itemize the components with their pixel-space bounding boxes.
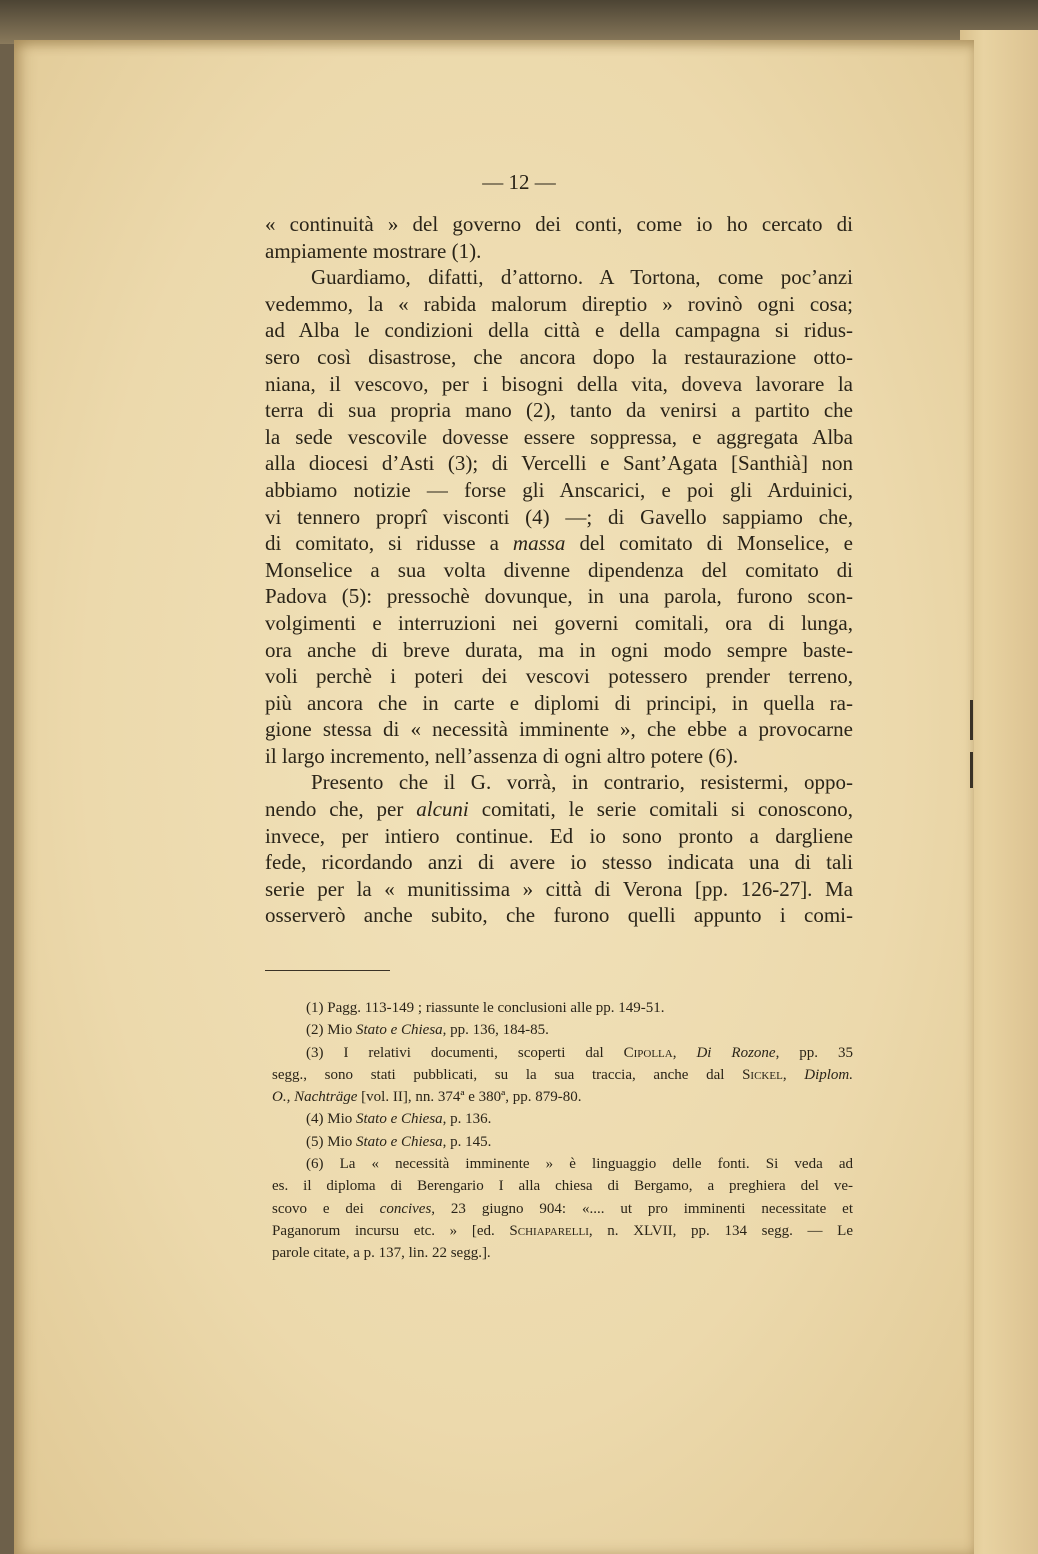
- italic-text: O., Nachträge: [272, 1089, 358, 1106]
- text-segment: ,: [672, 1044, 697, 1061]
- text-segment: [vol. II], nn. 374ª e 380ª, pp. 879-80.: [357, 1089, 582, 1106]
- text-segment: gione stessa di « necessità imminente », che ebbe a provocarne: [265, 717, 853, 742]
- text-segment: comitati, le serie comitali si conoscono,: [468, 797, 854, 822]
- text-segment: segg., sono stati pubblicati, su la sua traccia, anche dal: [272, 1066, 743, 1083]
- body-line: [265, 557, 853, 584]
- footnote-line: [272, 1131, 853, 1153]
- text-segment: ad Alba le condizioni della città e della campagna si ridus-: [265, 318, 853, 343]
- text-segment: Monselice a sua volta divenne dipendenza del comitato di: [265, 557, 853, 582]
- body-line: [265, 876, 853, 903]
- text-segment: (5) Mio: [306, 1133, 356, 1150]
- margin-mark: [970, 700, 973, 740]
- text-segment: niana, il vescovo, per i bisogni della vita, doveva lavorare la: [265, 371, 853, 396]
- text-segment: Presento che il G. vorrà, in contrario, resistermi, oppo-: [311, 770, 853, 795]
- text-segment: , 23 giugno 904: «.... ut pro imminenti necessitate et: [431, 1200, 854, 1217]
- footnote-line: [272, 1108, 853, 1130]
- italic-text: alcuni: [416, 797, 469, 822]
- italic-text: Di Rozone: [696, 1044, 776, 1061]
- body-line: [265, 371, 853, 398]
- text-segment: , p. 145.: [442, 1133, 492, 1150]
- text-segment: (6) La « necessità imminente » è linguaggio delle fonti. Si veda ad: [306, 1156, 853, 1173]
- text-segment: , n. XLVII, pp. 134 segg. — Le: [588, 1222, 853, 1239]
- footnote-line: [272, 1220, 853, 1242]
- body-line: [265, 902, 853, 929]
- footnote-line: [272, 1064, 853, 1086]
- body-line: [265, 769, 853, 796]
- text-segment: alla diocesi d’Asti (3); di Vercelli e Sant’Agata [Santhià] non: [265, 451, 853, 476]
- body-line: [265, 690, 853, 717]
- body-line: [265, 344, 853, 371]
- footnote-line: [272, 1175, 853, 1197]
- body-line: [265, 583, 853, 610]
- text-segment: (4) Mio: [306, 1111, 356, 1128]
- body-text: [265, 211, 853, 929]
- text-segment: del comitato di Monselice, e: [565, 531, 853, 556]
- italic-text: Stato e Chiesa: [356, 1133, 443, 1150]
- text-segment: , pp. 35: [775, 1044, 853, 1061]
- text-segment: (3) I relativi documenti, scoperti dal: [306, 1044, 624, 1061]
- small-caps-name: Cipolla: [623, 1044, 673, 1061]
- text-segment: sero così disastrose, che ancora dopo la restaurazione otto-: [265, 344, 853, 369]
- text-segment: « continuità » del governo dei conti, come io ho cercato di: [265, 212, 853, 236]
- body-line: [265, 796, 853, 823]
- body-line: [265, 823, 853, 850]
- text-segment: abbiamo notizie — forse gli Anscarici, e poi gli Arduinici,: [265, 477, 853, 502]
- text-segment: ,: [782, 1066, 805, 1083]
- body-line: [265, 663, 853, 690]
- text-segment: di comitato, si ridusse a: [265, 531, 513, 556]
- text-segment: invece, per intiero continue. Ed io sono pronto a dargliene: [265, 823, 853, 848]
- body-line: [265, 637, 853, 664]
- text-segment: fede, ricordando anzi di avere io stesso indicata una di tali: [265, 850, 853, 875]
- footnote-line: [272, 1198, 853, 1220]
- body-line: [265, 716, 853, 743]
- body-line: [265, 238, 853, 265]
- text-segment: serie per la « munitissima » città di Verona [pp. 126-27]. Ma: [265, 876, 853, 901]
- small-caps-name: Sickel: [742, 1066, 783, 1083]
- text-segment: nendo che, per: [265, 797, 417, 822]
- footnote-line: [272, 1242, 853, 1264]
- body-line: [265, 477, 853, 504]
- text-segment: il largo incremento, nell’assenza di ogni altro potere (6).: [265, 743, 739, 768]
- footnote-line: [272, 997, 853, 1019]
- text-segment: più ancora che in carte e diplomi di principi, in quella ra-: [265, 690, 853, 715]
- text-segment: ampiamente mostrare (1).: [265, 238, 482, 263]
- footnotes: [272, 997, 853, 1265]
- text-segment: Padova (5): pressochè dovunque, in una parola, furono scon-: [265, 584, 853, 609]
- body-line: [265, 291, 853, 318]
- text-segment: es. il diploma di Berengario I alla chiesa di Bergamo, a preghiera del ve-: [272, 1178, 853, 1195]
- body-line: [265, 424, 853, 451]
- italic-text: massa: [512, 531, 566, 556]
- text-segment: terra di sua propria mano (2), tanto da venirsi a partito che: [265, 398, 853, 423]
- page-number: — 12 —: [482, 170, 556, 194]
- text-segment: ora anche di breve durata, ma in ogni modo sempre baste-: [265, 637, 853, 662]
- italic-text: Stato e Chiesa: [356, 1022, 443, 1039]
- text-segment: osserverò anche subito, che furono quelli appunto i comi-: [265, 903, 853, 928]
- text-segment: , pp. 136, 184-85.: [442, 1022, 549, 1039]
- body-line: [265, 849, 853, 876]
- footnote-line: [272, 1086, 853, 1108]
- margin-mark: [970, 752, 973, 788]
- text-segment: Guardiamo, difatti, d’attorno. A Tortona, come poc’anzi: [311, 265, 853, 290]
- italic-text: Stato e Chiesa: [356, 1111, 443, 1128]
- footnote-line: [272, 1153, 853, 1175]
- body-line: [265, 317, 853, 344]
- text-segment: parole citate, a p. 137, lin. 22 segg.].: [272, 1245, 491, 1262]
- body-line: [265, 211, 853, 238]
- text-segment: scovo e dei: [272, 1200, 380, 1217]
- text-segment: (2) Mio: [306, 1022, 356, 1039]
- text-segment: , p. 136.: [442, 1111, 492, 1128]
- footnote-rule: [265, 970, 390, 971]
- scan-top-border: [0, 0, 1038, 44]
- body-line: [265, 610, 853, 637]
- footnote-line: [272, 1019, 853, 1041]
- body-line: [265, 397, 853, 424]
- text-segment: Paganorum incursu etc. » [ed.: [272, 1222, 510, 1239]
- italic-text: Diplom.: [804, 1066, 854, 1083]
- body-line: [265, 530, 853, 557]
- text-segment: volgimenti e interruzioni nei governi comitali, ora di lunga,: [265, 610, 853, 635]
- text-segment: vi tennero proprî visconti (4) —; di Gavello sappiamo che,: [265, 504, 853, 529]
- text-segment: (1) Pagg. 113-149 ; riassunte le conclusioni alle pp. 149-51.: [306, 1000, 665, 1016]
- text-segment: la sede vescovile dovesse essere soppressa, e aggregata Alba: [265, 424, 853, 449]
- body-line: [265, 743, 853, 770]
- body-line: [265, 450, 853, 477]
- small-caps-name: Schiaparelli: [509, 1222, 589, 1239]
- footnote-line: [272, 1042, 853, 1064]
- italic-text: concives: [379, 1200, 432, 1217]
- body-line: [265, 504, 853, 531]
- text-segment: voli perchè i poteri dei vescovi potessero prender terreno,: [265, 664, 853, 689]
- text-segment: vedemmo, la « rabida malorum direptio » rovinò ogni cosa;: [265, 291, 853, 316]
- body-line: [265, 264, 853, 291]
